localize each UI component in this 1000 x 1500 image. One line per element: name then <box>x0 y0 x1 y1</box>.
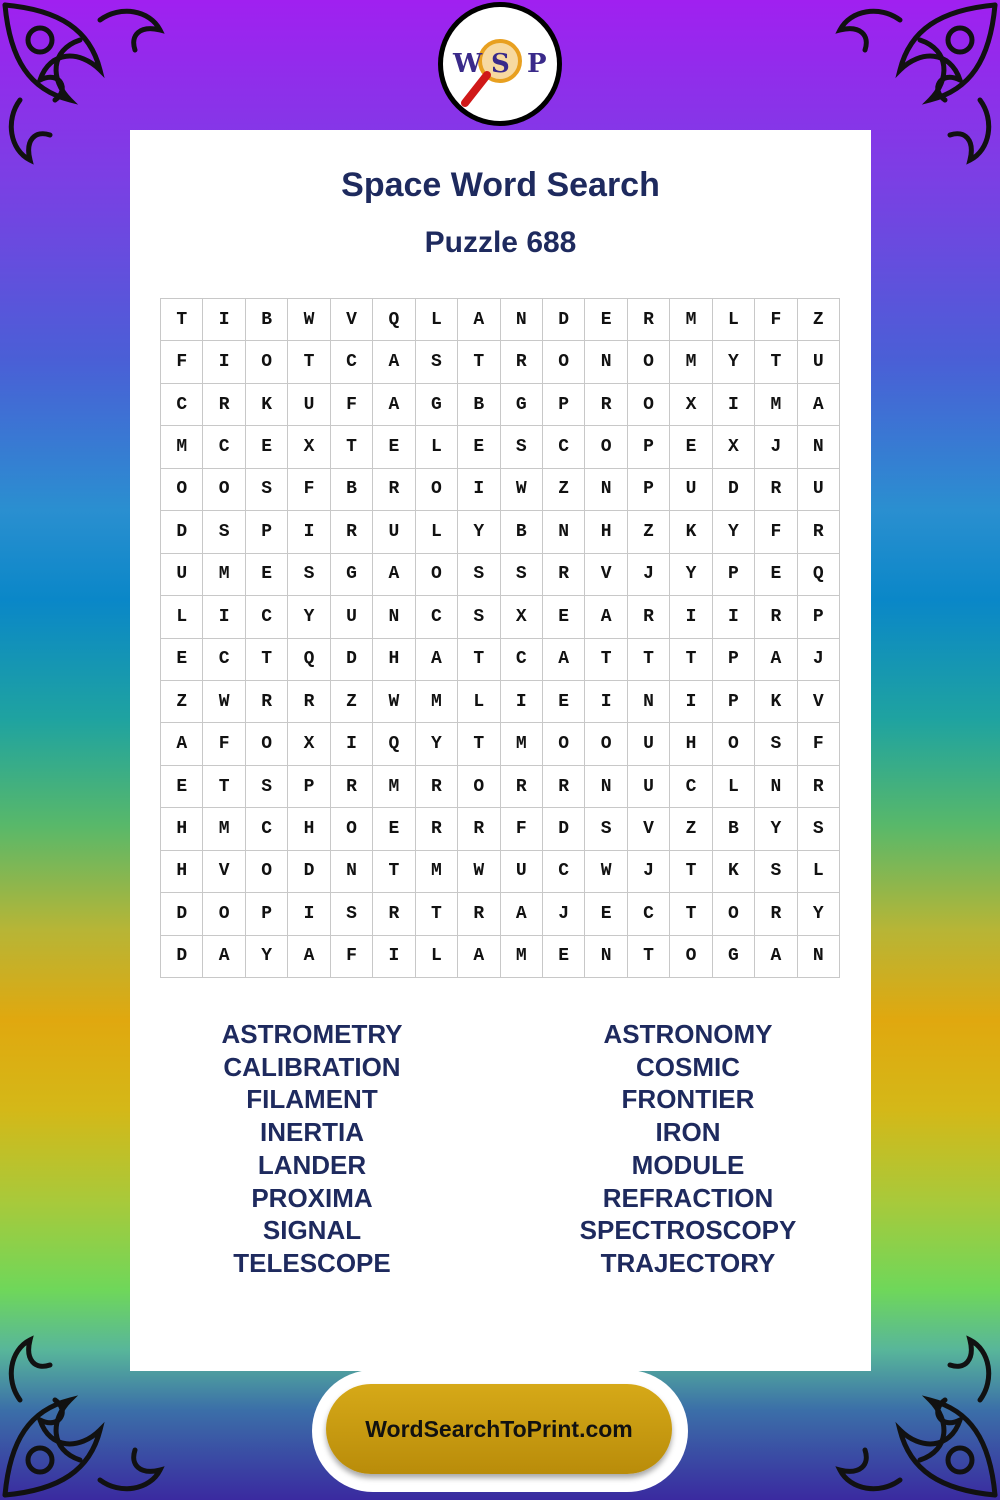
grid-cell[interactable]: U <box>161 554 203 596</box>
grid-cell[interactable]: B <box>501 511 543 553</box>
grid-cell[interactable]: I <box>288 511 330 553</box>
grid-cell[interactable]: X <box>288 723 330 765</box>
grid-cell[interactable]: Y <box>458 511 500 553</box>
grid-cell[interactable]: O <box>203 893 245 935</box>
grid-cell[interactable]: A <box>798 384 840 426</box>
grid-cell[interactable]: U <box>373 511 415 553</box>
grid-cell[interactable]: D <box>331 639 373 681</box>
grid-cell[interactable]: Q <box>373 299 415 341</box>
grid-cell[interactable]: E <box>161 639 203 681</box>
grid-cell[interactable]: N <box>628 681 670 723</box>
grid-cell[interactable]: K <box>755 681 797 723</box>
grid-cell[interactable]: S <box>458 554 500 596</box>
grid-cell[interactable]: T <box>161 299 203 341</box>
grid-cell[interactable]: N <box>501 299 543 341</box>
grid-cell[interactable]: F <box>331 936 373 978</box>
word-item: IRON <box>655 1117 721 1148</box>
word-item: ASTROMETRY <box>221 1019 403 1049</box>
grid-cell[interactable]: L <box>161 596 203 638</box>
grid-cell[interactable]: T <box>246 639 288 681</box>
grid-cell[interactable]: K <box>713 851 755 893</box>
grid-cell[interactable]: A <box>458 936 500 978</box>
word-item: REFRACTION <box>602 1182 774 1213</box>
grid-cell[interactable]: R <box>798 511 840 553</box>
grid-cell[interactable]: T <box>755 341 797 383</box>
grid-cell[interactable]: O <box>628 341 670 383</box>
grid-cell[interactable]: C <box>416 596 458 638</box>
grid-cell[interactable]: O <box>416 469 458 511</box>
grid-cell[interactable]: R <box>501 766 543 808</box>
grid-cell[interactable]: F <box>755 299 797 341</box>
grid-cell[interactable]: D <box>161 893 203 935</box>
grid-cell[interactable]: L <box>416 426 458 468</box>
grid-cell[interactable]: G <box>416 384 458 426</box>
grid-cell[interactable]: S <box>246 766 288 808</box>
grid-cell[interactable]: I <box>331 723 373 765</box>
grid-cell[interactable]: J <box>798 639 840 681</box>
site-link-button[interactable]: WordSearchToPrint.com <box>326 1384 672 1474</box>
grid-cell[interactable]: R <box>373 469 415 511</box>
grid-cell[interactable]: A <box>416 639 458 681</box>
grid-cell[interactable]: V <box>203 851 245 893</box>
grid-cell[interactable]: P <box>798 596 840 638</box>
grid-cell[interactable]: R <box>246 681 288 723</box>
grid-cell[interactable]: R <box>458 808 500 850</box>
grid-cell[interactable]: S <box>501 554 543 596</box>
grid-cell[interactable]: O <box>713 723 755 765</box>
word-item: TRAJECTORY <box>600 1247 776 1278</box>
grid-cell[interactable]: T <box>628 936 670 978</box>
grid-cell[interactable]: J <box>543 893 585 935</box>
grid-cell[interactable]: R <box>755 596 797 638</box>
grid-cell[interactable]: A <box>458 299 500 341</box>
grid-cell[interactable]: P <box>246 893 288 935</box>
grid-cell[interactable]: R <box>331 511 373 553</box>
grid-cell[interactable]: C <box>203 639 245 681</box>
grid-cell[interactable]: O <box>246 851 288 893</box>
grid-cell[interactable]: V <box>585 554 627 596</box>
grid-cell[interactable]: M <box>670 299 712 341</box>
grid-cell[interactable]: L <box>713 766 755 808</box>
grid-cell[interactable]: I <box>670 681 712 723</box>
grid-cell[interactable]: M <box>416 681 458 723</box>
grid-cell[interactable]: N <box>331 851 373 893</box>
grid-cell[interactable]: A <box>373 554 415 596</box>
grid-cell[interactable]: E <box>458 426 500 468</box>
grid-cell[interactable]: W <box>203 681 245 723</box>
grid-cell[interactable]: Q <box>373 723 415 765</box>
grid-cell[interactable]: Z <box>670 808 712 850</box>
grid-cell[interactable]: U <box>798 341 840 383</box>
grid-cell[interactable]: P <box>288 766 330 808</box>
grid-cell[interactable]: O <box>628 384 670 426</box>
grid-cell[interactable]: M <box>373 766 415 808</box>
word-item: INERTIA <box>260 1117 364 1148</box>
grid-cell[interactable]: I <box>585 681 627 723</box>
grid-cell[interactable]: D <box>161 936 203 978</box>
grid-cell[interactable]: Y <box>670 554 712 596</box>
grid-cell[interactable]: C <box>203 426 245 468</box>
grid-cell[interactable]: T <box>373 851 415 893</box>
site-logo[interactable] <box>438 2 562 126</box>
grid-cell[interactable]: N <box>798 936 840 978</box>
word-item: PROXIMA <box>251 1182 373 1213</box>
grid-cell[interactable]: M <box>161 426 203 468</box>
grid-cell[interactable]: E <box>543 681 585 723</box>
word-item: MODULE <box>631 1149 745 1180</box>
grid-cell[interactable]: E <box>755 554 797 596</box>
grid-cell[interactable]: T <box>585 639 627 681</box>
puzzle-card <box>130 130 871 1371</box>
footer-badge <box>312 1370 688 1492</box>
grid-cell[interactable]: C <box>161 384 203 426</box>
grid-cell[interactable]: Q <box>798 554 840 596</box>
word-item: TELESCOPE <box>233 1247 391 1278</box>
grid-cell[interactable]: I <box>203 596 245 638</box>
grid-cell[interactable]: A <box>203 936 245 978</box>
grid-cell[interactable]: I <box>203 341 245 383</box>
grid-cell[interactable]: O <box>458 766 500 808</box>
grid-cell[interactable]: R <box>628 299 670 341</box>
grid-cell[interactable]: F <box>755 511 797 553</box>
word-item: ASTRONOMY <box>603 1019 773 1049</box>
grid-cell[interactable]: Y <box>246 936 288 978</box>
word-item: LANDER <box>257 1149 367 1180</box>
grid-cell[interactable]: Z <box>161 681 203 723</box>
grid-cell[interactable]: M <box>670 341 712 383</box>
grid-cell[interactable]: L <box>416 936 458 978</box>
grid-cell[interactable]: P <box>713 554 755 596</box>
grid-cell[interactable]: Z <box>798 299 840 341</box>
grid-cell[interactable]: O <box>543 723 585 765</box>
grid-cell[interactable]: M <box>501 723 543 765</box>
grid-cell[interactable]: H <box>161 808 203 850</box>
grid-cell[interactable]: L <box>416 299 458 341</box>
grid-cell[interactable]: S <box>246 469 288 511</box>
grid-cell[interactable]: R <box>373 893 415 935</box>
grid-cell[interactable]: I <box>713 596 755 638</box>
logo-letter-s: S <box>491 49 510 79</box>
grid-cell[interactable]: L <box>416 511 458 553</box>
grid-cell[interactable]: V <box>628 808 670 850</box>
grid-cell[interactable]: U <box>331 596 373 638</box>
grid-cell[interactable]: Y <box>416 723 458 765</box>
grid-cell[interactable]: R <box>501 341 543 383</box>
grid-cell[interactable]: I <box>203 299 245 341</box>
grid-cell[interactable]: J <box>628 554 670 596</box>
grid-cell[interactable]: S <box>798 808 840 850</box>
grid-cell[interactable]: U <box>670 469 712 511</box>
grid-cell[interactable]: N <box>798 426 840 468</box>
grid-cell[interactable]: F <box>161 341 203 383</box>
grid-cell[interactable]: S <box>501 426 543 468</box>
grid-cell[interactable]: R <box>543 766 585 808</box>
grid-cell[interactable]: I <box>373 936 415 978</box>
grid-cell[interactable]: E <box>373 808 415 850</box>
grid-cell[interactable]: I <box>458 469 500 511</box>
grid-cell[interactable]: S <box>585 808 627 850</box>
grid-cell[interactable]: A <box>543 639 585 681</box>
grid-cell[interactable]: R <box>585 384 627 426</box>
grid-cell[interactable]: O <box>585 723 627 765</box>
grid-cell[interactable]: R <box>755 893 797 935</box>
grid-cell[interactable]: A <box>288 936 330 978</box>
grid-cell[interactable]: T <box>670 639 712 681</box>
grid-cell[interactable]: A <box>373 384 415 426</box>
grid-cell[interactable]: T <box>203 766 245 808</box>
grid-cell[interactable]: F <box>203 723 245 765</box>
grid-cell[interactable]: T <box>670 851 712 893</box>
grid-cell[interactable]: R <box>755 469 797 511</box>
grid-cell[interactable]: E <box>161 766 203 808</box>
logo-letter-p: P <box>527 49 547 79</box>
grid-cell[interactable]: D <box>161 511 203 553</box>
grid-cell[interactable]: F <box>288 469 330 511</box>
grid-cell[interactable]: N <box>543 511 585 553</box>
grid-cell[interactable]: W <box>288 299 330 341</box>
grid-cell[interactable]: Z <box>543 469 585 511</box>
grid-cell[interactable]: N <box>585 341 627 383</box>
grid-cell[interactable]: U <box>288 384 330 426</box>
grid-cell[interactable]: Y <box>713 511 755 553</box>
word-list-right <box>508 1018 868 1280</box>
grid-cell[interactable]: C <box>331 341 373 383</box>
grid-cell[interactable]: Z <box>628 511 670 553</box>
grid-cell[interactable]: R <box>543 554 585 596</box>
grid-cell[interactable]: W <box>501 469 543 511</box>
grid-cell[interactable]: F <box>501 808 543 850</box>
grid-cell[interactable]: R <box>416 766 458 808</box>
grid-cell[interactable]: D <box>288 851 330 893</box>
grid-cell[interactable]: R <box>628 596 670 638</box>
grid-cell[interactable]: M <box>416 851 458 893</box>
grid-cell[interactable]: A <box>501 893 543 935</box>
grid-cell[interactable]: P <box>713 681 755 723</box>
grid-cell[interactable]: M <box>501 936 543 978</box>
grid-cell[interactable]: T <box>416 893 458 935</box>
grid-cell[interactable]: C <box>246 808 288 850</box>
grid-cell[interactable]: H <box>288 808 330 850</box>
grid-cell[interactable]: V <box>331 299 373 341</box>
grid-cell[interactable]: F <box>331 384 373 426</box>
grid-cell[interactable]: C <box>670 766 712 808</box>
grid-cell[interactable]: P <box>713 639 755 681</box>
grid-cell[interactable]: R <box>288 681 330 723</box>
grid-cell[interactable]: E <box>246 554 288 596</box>
grid-cell[interactable]: X <box>288 426 330 468</box>
grid-cell[interactable]: C <box>543 851 585 893</box>
grid-cell[interactable]: K <box>246 384 288 426</box>
grid-cell[interactable]: O <box>246 341 288 383</box>
grid-cell[interactable]: X <box>670 384 712 426</box>
word-list-left <box>132 1018 492 1280</box>
grid-cell[interactable]: H <box>670 723 712 765</box>
grid-cell[interactable]: T <box>458 723 500 765</box>
grid-cell[interactable]: A <box>755 639 797 681</box>
word-item: COSMIC <box>636 1051 740 1082</box>
grid-cell[interactable]: F <box>798 723 840 765</box>
grid-cell[interactable]: P <box>628 426 670 468</box>
grid-cell[interactable]: R <box>416 808 458 850</box>
grid-cell[interactable]: O <box>713 893 755 935</box>
grid-cell[interactable]: M <box>203 808 245 850</box>
grid-cell[interactable]: N <box>373 596 415 638</box>
magnifier-logo-icon <box>443 7 557 121</box>
grid-cell[interactable]: Y <box>713 341 755 383</box>
grid-cell[interactable]: O <box>203 469 245 511</box>
grid-cell[interactable]: R <box>798 766 840 808</box>
grid-cell[interactable]: E <box>543 936 585 978</box>
grid-cell[interactable]: P <box>628 469 670 511</box>
grid-cell[interactable]: T <box>458 341 500 383</box>
word-item: CALIBRATION <box>223 1051 401 1082</box>
grid-cell[interactable]: J <box>628 851 670 893</box>
puzzle-number: Puzzle 688 <box>424 226 577 259</box>
grid-cell[interactable]: H <box>161 851 203 893</box>
grid-cell[interactable]: I <box>713 384 755 426</box>
grid-cell[interactable]: G <box>501 384 543 426</box>
grid-cell[interactable]: M <box>755 384 797 426</box>
word-item: FRONTIER <box>621 1084 755 1115</box>
grid-cell[interactable]: R <box>331 766 373 808</box>
grid-cell[interactable]: M <box>203 554 245 596</box>
grid-cell[interactable]: A <box>373 341 415 383</box>
word-item: SIGNAL <box>262 1215 362 1246</box>
grid-cell[interactable]: R <box>203 384 245 426</box>
grid-cell[interactable]: L <box>798 851 840 893</box>
grid-cell[interactable]: S <box>755 851 797 893</box>
grid-cell[interactable]: B <box>713 808 755 850</box>
grid-cell[interactable]: O <box>416 554 458 596</box>
grid-cell[interactable]: O <box>161 469 203 511</box>
grid-cell[interactable]: O <box>670 936 712 978</box>
grid-cell[interactable]: H <box>585 511 627 553</box>
grid-cell[interactable]: C <box>246 596 288 638</box>
grid-cell[interactable]: E <box>246 426 288 468</box>
grid-cell[interactable]: H <box>373 639 415 681</box>
grid-cell[interactable]: G <box>331 554 373 596</box>
grid-cell[interactable]: D <box>543 299 585 341</box>
grid-cell[interactable]: S <box>331 893 373 935</box>
word-item: FILAMENT <box>246 1084 378 1115</box>
grid-cell[interactable]: L <box>458 681 500 723</box>
grid-cell[interactable]: E <box>585 893 627 935</box>
grid-cell[interactable]: A <box>755 936 797 978</box>
grid-cell[interactable]: E <box>670 426 712 468</box>
grid-cell[interactable]: T <box>670 893 712 935</box>
grid-cell[interactable]: L <box>713 299 755 341</box>
grid-cell[interactable]: B <box>246 299 288 341</box>
grid-cell[interactable]: C <box>501 639 543 681</box>
grid-cell[interactable]: S <box>458 596 500 638</box>
grid-cell[interactable]: I <box>501 681 543 723</box>
grid-cell[interactable]: S <box>755 723 797 765</box>
grid-cell[interactable]: O <box>246 723 288 765</box>
grid-cell[interactable]: N <box>585 766 627 808</box>
grid-cell[interactable]: Y <box>288 596 330 638</box>
grid-cell[interactable]: I <box>288 893 330 935</box>
grid-cell[interactable]: P <box>543 384 585 426</box>
grid-cell[interactable]: W <box>373 681 415 723</box>
grid-cell[interactable]: Q <box>288 639 330 681</box>
grid-cell[interactable]: D <box>713 469 755 511</box>
grid-cell[interactable]: V <box>798 681 840 723</box>
grid-cell[interactable]: U <box>628 723 670 765</box>
grid-cell[interactable]: C <box>628 893 670 935</box>
grid-cell[interactable]: W <box>458 851 500 893</box>
grid-cell[interactable]: S <box>416 341 458 383</box>
grid-cell[interactable]: N <box>585 936 627 978</box>
grid-cell[interactable]: N <box>755 766 797 808</box>
grid-cell[interactable]: Y <box>755 808 797 850</box>
grid-cell[interactable]: B <box>458 384 500 426</box>
grid-cell[interactable]: D <box>543 808 585 850</box>
word-item: SPECTROSCOPY <box>579 1215 797 1246</box>
logo-letter-w: W <box>453 49 483 79</box>
grid-cell[interactable]: T <box>458 639 500 681</box>
grid-cell[interactable]: U <box>501 851 543 893</box>
grid-cell[interactable]: U <box>798 469 840 511</box>
grid-cell[interactable]: T <box>331 426 373 468</box>
grid-cell[interactable]: W <box>585 851 627 893</box>
grid-cell[interactable]: O <box>543 341 585 383</box>
grid-cell[interactable]: I <box>670 596 712 638</box>
grid-cell[interactable]: B <box>331 469 373 511</box>
grid-cell[interactable]: E <box>585 299 627 341</box>
grid-cell[interactable]: C <box>543 426 585 468</box>
grid-cell[interactable]: E <box>543 596 585 638</box>
grid-cell[interactable]: G <box>713 936 755 978</box>
grid-cell[interactable]: S <box>203 511 245 553</box>
page-title: Space Word Search <box>341 166 660 204</box>
grid-cell[interactable]: K <box>670 511 712 553</box>
grid-cell[interactable]: Y <box>798 893 840 935</box>
grid-cell[interactable]: J <box>755 426 797 468</box>
grid-cell[interactable]: X <box>713 426 755 468</box>
grid-cell[interactable]: O <box>585 426 627 468</box>
grid-cell[interactable]: N <box>585 469 627 511</box>
grid-cell[interactable]: P <box>246 511 288 553</box>
grid-cell[interactable]: S <box>288 554 330 596</box>
grid-cell[interactable]: R <box>458 893 500 935</box>
grid-cell[interactable]: A <box>161 723 203 765</box>
grid-cell[interactable]: X <box>501 596 543 638</box>
grid-cell[interactable]: A <box>585 596 627 638</box>
letter-grid[interactable] <box>160 298 840 978</box>
grid-cell[interactable]: O <box>331 808 373 850</box>
grid-cell[interactable]: Z <box>331 681 373 723</box>
grid-cell[interactable]: T <box>288 341 330 383</box>
grid-cell[interactable]: E <box>373 426 415 468</box>
grid-cell[interactable]: T <box>628 639 670 681</box>
grid-cell[interactable]: U <box>628 766 670 808</box>
